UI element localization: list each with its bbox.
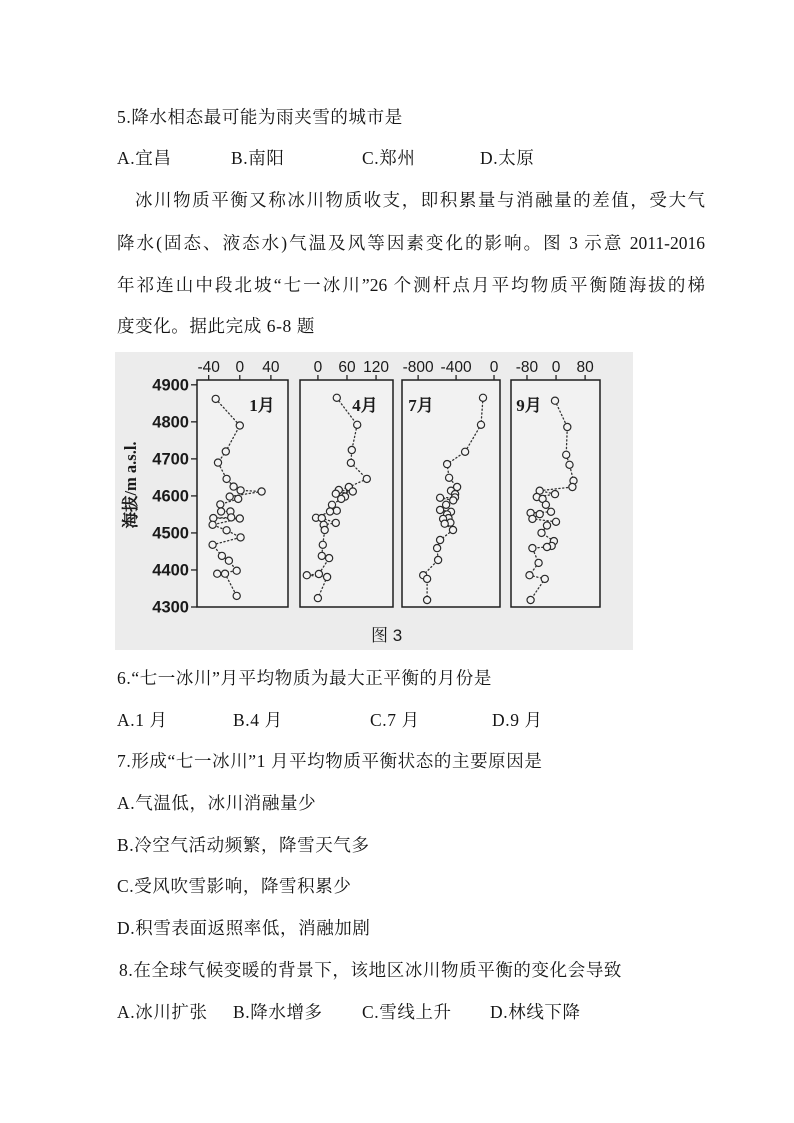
y-tick-label: 4400	[152, 561, 189, 580]
data-point	[214, 459, 221, 466]
data-point	[209, 541, 216, 548]
q7-option-c: C.受风吹雪影响，降雪积累少	[117, 876, 352, 896]
q5-option-d: D.太原	[480, 148, 535, 168]
data-point	[209, 521, 216, 528]
data-point	[566, 461, 573, 468]
data-point	[319, 541, 326, 548]
y-axis-label: 海拔/m a.s.l.	[121, 441, 140, 529]
panel-label: 7月	[408, 396, 434, 415]
data-point	[527, 596, 534, 603]
y-tick-label: 4500	[152, 524, 189, 543]
data-point	[233, 592, 240, 599]
data-point	[214, 570, 221, 577]
q8-option-d: D.林线下降	[490, 1002, 581, 1022]
q5-option-c: C.郑州	[362, 148, 416, 168]
data-point	[541, 575, 548, 582]
data-point	[551, 491, 558, 498]
data-point	[348, 446, 355, 453]
data-point	[235, 495, 242, 502]
passage-line-4: 度变化。据此完成 6-8 题	[117, 316, 315, 336]
x-tick-label: 0	[489, 359, 499, 376]
data-point	[462, 448, 469, 455]
data-point	[314, 595, 321, 602]
data-point	[326, 508, 333, 515]
data-point	[223, 527, 230, 534]
data-point	[218, 552, 225, 559]
figure-caption: 图 3	[371, 626, 403, 645]
data-point	[477, 421, 484, 428]
q7-option-a: A.气温低，冰川消融量少	[117, 793, 317, 813]
q7-option-b: B.冷空气活动频繁，降雪天气多	[117, 835, 370, 855]
q6-option-a: A.1 月	[117, 710, 168, 730]
passage-line-1: 冰川物质平衡又称冰川物质收支，即积累量与消融量的差值，受大气	[135, 190, 705, 210]
question-8-stem: 8.在全球气候变暖的背景下，该地区冰川物质平衡的变化会导致	[119, 960, 623, 980]
data-point	[326, 555, 333, 562]
question-5-stem: 5.降水相态最可能为雨夹雪的城市是	[117, 107, 403, 127]
data-point	[221, 570, 228, 577]
q7-option-d: D.积雪表面返照率低，消融加剧	[117, 918, 371, 938]
data-point	[437, 506, 444, 513]
data-point	[333, 394, 340, 401]
data-point	[479, 394, 486, 401]
x-tick-label: 40	[262, 359, 280, 376]
x-tick-label: 60	[338, 359, 356, 376]
x-tick-label: -80	[515, 359, 539, 376]
panel-label: 1月	[249, 396, 275, 415]
figure-3	[115, 352, 633, 650]
panel-label: 9月	[516, 396, 542, 415]
data-point	[236, 422, 243, 429]
mass-balance-chart	[115, 352, 633, 650]
data-point	[437, 494, 444, 501]
data-point	[223, 475, 230, 482]
y-tick-label: 4800	[152, 413, 189, 432]
q8-option-a: A.冰川扩张	[117, 1002, 208, 1022]
q6-option-c: C.7 月	[370, 710, 420, 730]
x-tick-label: 0	[551, 359, 561, 376]
data-point	[449, 526, 456, 533]
data-point	[551, 397, 558, 404]
q6-option-b: B.4 月	[233, 710, 283, 730]
data-point	[218, 508, 225, 515]
data-point	[434, 545, 441, 552]
data-point	[333, 507, 340, 514]
data-point	[354, 421, 361, 428]
data-point	[212, 395, 219, 402]
data-point	[210, 515, 217, 522]
x-tick-label: -400	[440, 359, 472, 376]
q6-option-d: D.9 月	[492, 710, 543, 730]
y-tick-label: 4700	[152, 450, 189, 469]
x-tick-label: -800	[402, 359, 434, 376]
data-point	[258, 488, 265, 495]
data-point	[228, 514, 235, 521]
data-point	[437, 536, 444, 543]
data-point	[569, 483, 576, 490]
data-point	[547, 508, 554, 515]
data-point	[230, 483, 237, 490]
question-7-stem: 7.形成“七一冰川”1 月平均物质平衡状态的主要原因是	[117, 751, 543, 771]
data-point	[315, 570, 322, 577]
x-tick-label: 120	[363, 359, 389, 376]
q5-option-b: B.南阳	[231, 148, 285, 168]
data-point	[542, 501, 549, 508]
data-point	[303, 572, 310, 579]
y-tick-label: 4600	[152, 487, 189, 506]
x-tick-label: -40	[197, 359, 220, 376]
data-point	[446, 474, 453, 481]
data-point	[324, 573, 331, 580]
data-point	[349, 488, 356, 495]
data-point	[543, 522, 550, 529]
data-point	[318, 515, 325, 522]
data-point	[538, 529, 545, 536]
data-point	[552, 518, 559, 525]
data-point	[444, 461, 451, 468]
data-point	[332, 519, 339, 526]
data-point	[529, 545, 536, 552]
panel-label: 4月	[352, 396, 378, 415]
data-point	[237, 534, 244, 541]
data-point	[347, 459, 354, 466]
data-point	[529, 515, 536, 522]
q8-option-c: C.雪线上升	[362, 1002, 452, 1022]
passage-line-3: 年祁连山中段北坡“七一冰川”26 个测杆点月平均物质平衡随海拔的梯	[117, 275, 705, 295]
data-point	[424, 596, 431, 603]
data-point	[222, 448, 229, 455]
data-point	[318, 552, 325, 559]
data-point	[564, 423, 571, 430]
data-point	[226, 493, 233, 500]
data-point	[225, 557, 232, 564]
data-point	[233, 567, 240, 574]
data-point	[237, 487, 244, 494]
data-point	[536, 511, 543, 518]
data-point	[450, 497, 457, 504]
data-point	[535, 559, 542, 566]
data-point	[321, 526, 328, 533]
data-point	[363, 475, 370, 482]
y-tick-label: 4900	[152, 376, 189, 395]
data-point	[563, 451, 570, 458]
q5-option-a: A.宜昌	[117, 148, 172, 168]
question-6-stem: 6.“七一冰川”月平均物质为最大正平衡的月份是	[117, 668, 492, 688]
q8-option-b: B.降水增多	[233, 1002, 323, 1022]
data-point	[338, 495, 345, 502]
data-point	[435, 556, 442, 563]
data-point	[526, 572, 533, 579]
data-point	[443, 501, 450, 508]
data-point	[236, 515, 243, 522]
x-tick-label: 0	[313, 359, 323, 376]
y-tick-label: 4300	[152, 598, 189, 617]
data-point	[543, 543, 550, 550]
passage-line-2: 降水(固态、液态水)气温及风等因素变化的影响。图 3 示意 2011-2016	[117, 233, 705, 253]
x-tick-label: 0	[235, 359, 245, 376]
x-tick-label: 80	[576, 359, 594, 376]
data-point	[441, 520, 448, 527]
data-point	[217, 501, 224, 508]
data-point	[424, 575, 431, 582]
